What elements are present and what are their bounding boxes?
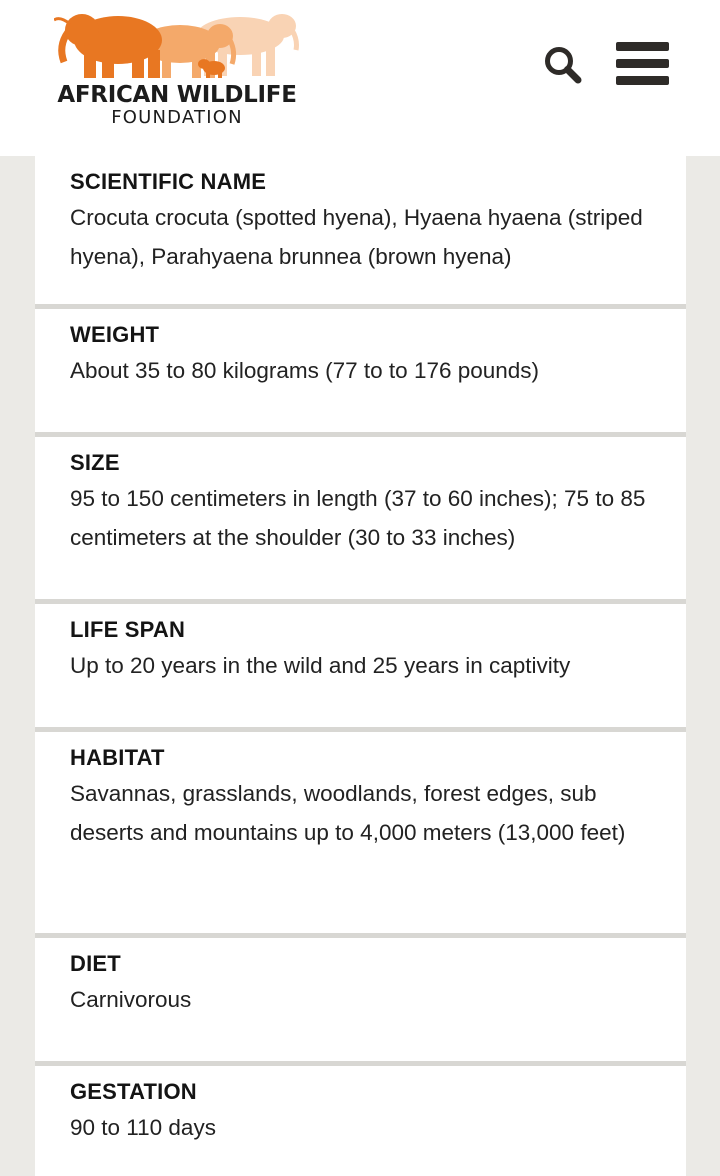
menu-button[interactable]	[612, 38, 672, 90]
search-button[interactable]	[538, 40, 588, 90]
fact-label: HABITAT	[70, 745, 165, 770]
fact-card-habitat	[35, 732, 686, 938]
fact-value: Crocuta crocuta (spotted hyena), Hyaena hyaena (striped hyena), Parahyaena brunnea (brown hyena)	[70, 205, 643, 269]
fact-value: 95 to 150 centimeters in length (37 to 60 inches); 75 to 85 centimeters at the shoulder (30 to 33 inches)	[70, 486, 646, 550]
fact-value: Up to 20 years in the wild and 25 years in captivity	[70, 653, 571, 678]
logo-subtitle: FOUNDATION	[111, 107, 243, 128]
fact-value: Carnivorous	[70, 987, 192, 1012]
fact-label: DIET	[70, 951, 121, 976]
elephants-logo-icon	[54, 6, 300, 82]
fact-card-life-span	[35, 604, 686, 732]
site-logo[interactable]	[54, 6, 300, 130]
hamburger-menu-icon-bar	[616, 76, 669, 85]
fact-card-scientific-name	[35, 156, 686, 309]
fact-value: 90 to 110 days	[70, 1115, 216, 1140]
fact-label: LIFE SPAN	[70, 617, 186, 642]
fact-card-weight	[35, 309, 686, 437]
fact-label: SCIENTIFIC NAME	[70, 169, 267, 194]
hamburger-menu-icon-bar	[616, 59, 669, 68]
search-icon	[538, 40, 588, 90]
fact-card-size	[35, 437, 686, 604]
fact-card-diet	[35, 938, 686, 1066]
hamburger-menu-icon	[616, 42, 669, 51]
fact-label: GESTATION	[70, 1079, 197, 1104]
fact-value: About 35 to 80 kilograms (77 to to 176 pounds)	[70, 358, 540, 383]
fact-label: SIZE	[70, 450, 120, 475]
fact-value: Savannas, grasslands, woodlands, forest edges, sub deserts and mountains up to 4,000 meters (13,000 feet)	[70, 781, 626, 845]
fact-card-gestation	[35, 1066, 686, 1176]
logo-title: AFRICAN WILDLIFE	[57, 82, 297, 108]
fact-label: WEIGHT	[70, 322, 160, 347]
facts-list	[35, 156, 686, 1176]
site-header	[0, 0, 720, 156]
